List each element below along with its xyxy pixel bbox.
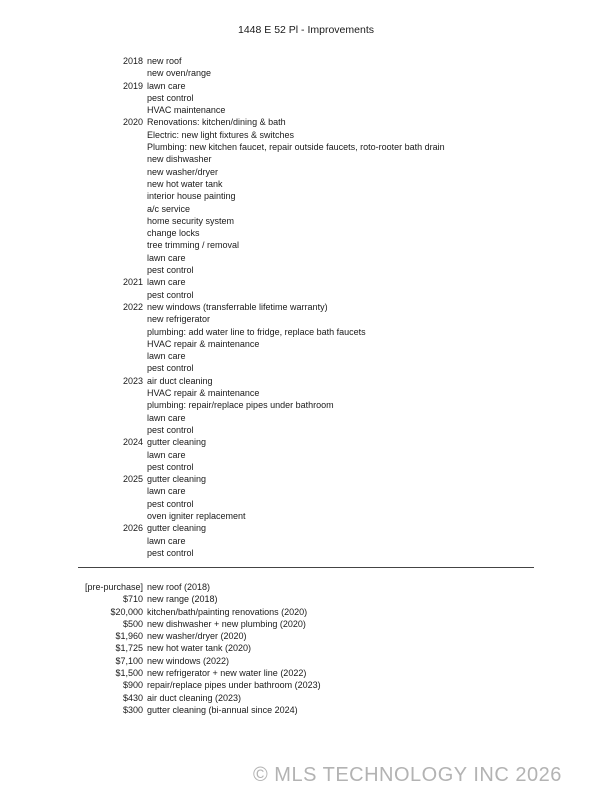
log-item: new washer/dryer [147,166,219,177]
log-item: lawn care [147,252,186,263]
log-entry [80,535,540,547]
log-item: oven igniter replacement [147,510,246,521]
log-entry [80,412,540,424]
log-year [80,461,147,473]
log-year: 2018 [122,56,143,66]
cost-item: new hot water tank (2020) [147,643,252,654]
cost-amount: $1,500 [115,668,143,679]
log-entry [80,55,540,67]
log-year: 2022 [122,301,143,312]
log-item: new oven/range [147,68,212,79]
log-item: Electric: new light fixtures & switches [147,129,295,140]
log-item: pest control [147,461,194,472]
cost-item: kitchen/bath/painting renovations (2020) [147,606,308,617]
cost-row [60,655,540,667]
cost-amount: $1,725 [115,643,143,654]
cost-row [60,679,540,691]
log-entry [80,498,540,510]
log-year [80,67,147,79]
log-entry [80,485,540,497]
log-item: new refrigerator [147,314,211,325]
log-entry [80,449,540,461]
log-item: a/c service [147,203,191,214]
log-year [80,313,147,325]
log-item: pest control [147,289,194,300]
log-year [80,104,147,116]
log-year [80,227,147,239]
log-entry [80,522,540,534]
log-item: lawn care [147,535,186,546]
log-entry [80,362,540,374]
log-year [80,498,147,510]
cost-row [60,630,540,642]
cost-item: new washer/dryer (2020) [147,631,247,642]
log-entry [80,178,540,190]
log-item: pest control [147,547,194,558]
cost-item: new range (2018) [147,594,218,605]
log-year [80,510,147,522]
log-entry [80,547,540,559]
cost-amount: $710 [122,594,143,605]
log-year [80,129,147,141]
log-year [80,338,147,350]
log-year [80,362,147,374]
cost-summary [60,581,540,716]
log-item: HVAC repair & maintenance [147,338,260,349]
log-item: lawn care [147,486,186,497]
log-item: pest control [147,92,194,103]
log-year: 2021 [122,277,143,288]
log-entry [80,92,540,104]
log-year [80,412,147,424]
log-year [80,485,147,497]
log-year [80,153,147,165]
log-item: home security system [147,215,235,226]
log-item: HVAC maintenance [147,105,226,116]
log-entry [80,326,540,338]
log-year [80,92,147,104]
copyright-watermark: © MLS TECHNOLOGY INC 2026 [253,764,562,786]
cost-item: new windows (2022) [147,655,230,666]
log-item: tree trimming / removal [147,240,240,251]
log-year: 2023 [122,375,143,386]
log-entry [80,116,540,128]
cost-row [60,606,540,618]
cost-item: repair/replace pipes under bathroom (2023) [147,680,321,691]
cost-row [60,642,540,654]
cost-row [60,581,540,593]
log-year [80,264,147,276]
cost-row [60,618,540,630]
log-entry [80,276,540,288]
log-year [80,387,147,399]
log-year [80,326,147,338]
log-item: interior house painting [147,191,236,202]
log-item: pest control [147,363,194,374]
log-year [80,141,147,153]
cost-row [60,704,540,716]
log-item: plumbing: repair/replace pipes under bathroom [147,400,334,411]
cost-amount: $430 [122,692,143,703]
cost-amount: [pre-purchase] [84,582,143,592]
log-item: pest control [147,424,194,435]
log-entry [80,375,540,387]
log-year: 2026 [122,523,143,534]
log-year [80,190,147,202]
cost-amount: $20,000 [110,606,143,617]
log-year: 2020 [122,117,143,128]
log-year [80,399,147,411]
log-year [80,252,147,264]
log-item: new roof [147,56,182,66]
section-divider [78,567,534,568]
log-item: pest control [147,498,194,509]
log-entry [80,239,540,251]
log-entry [80,129,540,141]
log-item: gutter cleaning [147,474,207,485]
log-year [80,178,147,190]
log-year [80,350,147,362]
log-entry [80,424,540,436]
log-item: Plumbing: new kitchen faucet, repair outside faucets, roto-rooter bath drain [147,142,445,153]
log-year [80,535,147,547]
log-year [80,547,147,559]
log-entry [80,350,540,362]
log-item: air duct cleaning [147,375,213,386]
log-entry [80,399,540,411]
log-entry [80,436,540,448]
log-year [80,239,147,251]
log-entry [80,104,540,116]
log-entry [80,67,540,79]
log-year [80,424,147,436]
log-item: gutter cleaning [147,523,207,534]
log-year [80,289,147,301]
log-entry [80,473,540,485]
log-year [80,203,147,215]
cost-amount: $500 [122,618,143,629]
log-entry [80,252,540,264]
cost-row [60,692,540,704]
log-entry [80,166,540,178]
log-entry [80,301,540,313]
log-item: lawn care [147,412,186,423]
cost-amount: $7,100 [115,655,143,666]
log-item: lawn care [147,80,186,91]
log-item: Renovations: kitchen/dining & bath [147,117,286,128]
log-item: new hot water tank [147,178,223,189]
log-year: 2024 [122,437,143,448]
cost-item: new dishwasher + new plumbing (2020) [147,618,306,629]
log-entry [80,190,540,202]
cost-row [60,667,540,679]
log-entry [80,80,540,92]
log-year: 2019 [122,80,143,91]
log-item: lawn care [147,277,186,288]
log-item: new dishwasher [147,154,212,165]
log-entry [80,227,540,239]
log-year [80,449,147,461]
cost-item: new refrigerator + new water line (2022) [147,668,307,679]
log-entry [80,141,540,153]
log-entry [80,153,540,165]
cost-row [60,593,540,605]
log-item: HVAC repair & maintenance [147,388,260,399]
log-entry [80,387,540,399]
log-entry [80,510,540,522]
log-entry [80,461,540,473]
improvement-log [80,55,540,559]
log-item: lawn care [147,351,186,362]
log-entry [80,215,540,227]
page-title: 1448 E 52 Pl - Improvements [238,24,374,36]
log-item: lawn care [147,449,186,460]
log-year: 2025 [122,474,143,485]
log-entry [80,289,540,301]
log-item: gutter cleaning [147,437,207,448]
cost-amount: $1,960 [115,631,143,642]
cost-item: new roof (2018) [147,582,211,592]
log-item: pest control [147,265,194,276]
log-item: new windows (transferrable lifetime warranty) [147,301,328,312]
cost-item: air duct cleaning (2023) [147,692,242,703]
log-entry [80,338,540,350]
log-entry [80,264,540,276]
log-item: change locks [147,228,200,239]
cost-amount: $300 [122,704,143,715]
log-entry [80,203,540,215]
log-year [80,166,147,178]
log-item: plumbing: add water line to fridge, replace bath faucets [147,326,366,337]
log-year [80,215,147,227]
cost-item: gutter cleaning (bi-annual since 2024) [147,704,298,715]
log-entry [80,313,540,325]
cost-amount: $900 [122,680,143,691]
